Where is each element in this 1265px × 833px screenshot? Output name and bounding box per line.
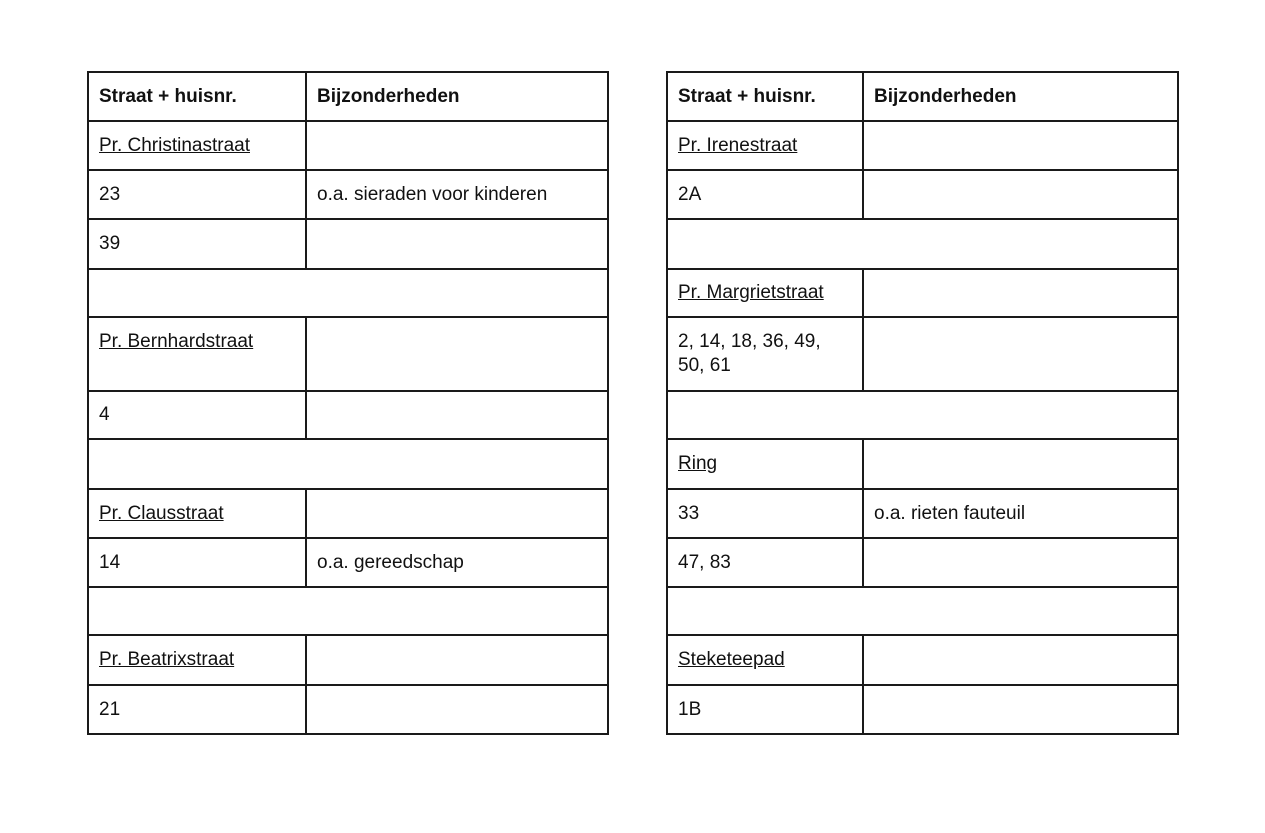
spacer-row [88,587,608,635]
house-number-cell: 2A [667,170,863,219]
details-cell [306,391,608,439]
street-name-cell: Ring [667,439,863,489]
table-row [667,538,1178,587]
empty-spacer-cell [667,391,1178,439]
details-cell: o.a. rieten fauteuil [863,489,1178,538]
house-number-cell: 14 [88,538,306,587]
table-row [667,317,1178,391]
table-row [667,269,1178,317]
empty-spacer-cell [88,439,608,489]
table-row [667,635,1178,685]
details-cell [863,538,1178,587]
house-number-cell: 39 [88,219,306,269]
street-name-cell: Pr. Margrietstraat [667,269,863,317]
details-cell [863,269,1178,317]
house-number-cell: 47, 83 [667,538,863,587]
left-address-table [87,71,609,735]
details-cell [306,317,608,391]
spacer-row [667,587,1178,635]
house-number-cell: 4 [88,391,306,439]
table-row [88,317,608,391]
empty-spacer-cell [88,587,608,635]
house-number-cell: 21 [88,685,306,734]
table-row [88,635,608,685]
street-name-cell: Pr. Bernhardstraat [88,317,306,391]
column-header-details: Bijzonderheden [306,72,608,121]
details-cell [306,635,608,685]
table-row [88,219,608,269]
street-name-cell: Pr. Christinastraat [88,121,306,170]
spacer-row [88,439,608,489]
table-row [88,489,608,538]
house-number-cell: 23 [88,170,306,219]
house-number-cell: 2, 14, 18, 36, 49, 50, 61 [667,317,863,391]
empty-spacer-cell [88,269,608,317]
street-name-cell: Steketeepad [667,635,863,685]
details-cell [863,439,1178,489]
details-cell [306,489,608,538]
details-cell: o.a. gereedschap [306,538,608,587]
column-header-street: Straat + huisnr. [667,72,863,121]
table-row [667,685,1178,734]
street-name-cell: Pr. Beatrixstraat [88,635,306,685]
table-row [88,391,608,439]
details-cell [863,121,1178,170]
details-cell [306,121,608,170]
table-row [667,170,1178,219]
table-row [88,685,608,734]
street-name-cell: Pr. Irenestraat [667,121,863,170]
details-cell: o.a. sieraden voor kinderen [306,170,608,219]
spacer-row [667,219,1178,269]
spacer-row [88,269,608,317]
house-number-cell: 33 [667,489,863,538]
table-row [88,170,608,219]
details-cell [306,685,608,734]
table-row [667,489,1178,538]
table-row [88,121,608,170]
details-cell [863,170,1178,219]
details-cell [863,685,1178,734]
details-cell [863,317,1178,391]
column-header-details: Bijzonderheden [863,72,1178,121]
street-name-cell: Pr. Clausstraat [88,489,306,538]
table-row [88,538,608,587]
empty-spacer-cell [667,219,1178,269]
table-row [667,121,1178,170]
spacer-row [667,391,1178,439]
details-cell [306,219,608,269]
house-number-cell: 1B [667,685,863,734]
right-address-table [666,71,1179,735]
empty-spacer-cell [667,587,1178,635]
table-header-row [667,72,1178,121]
details-cell [863,635,1178,685]
table-header-row [88,72,608,121]
table-row [667,439,1178,489]
column-header-street: Straat + huisnr. [88,72,306,121]
